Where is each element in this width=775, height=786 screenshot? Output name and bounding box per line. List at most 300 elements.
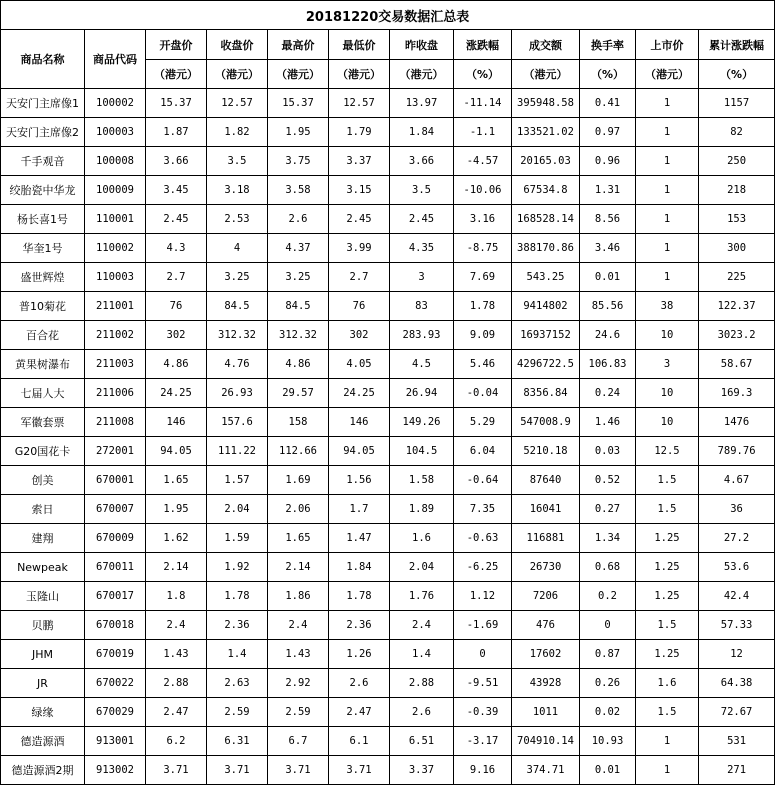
- cell-turnover: 17602: [512, 640, 580, 669]
- cell-code: 100003: [85, 118, 146, 147]
- cell-low: 2.6: [329, 669, 390, 698]
- cell-code: 110003: [85, 263, 146, 292]
- table-row: [1, 321, 775, 350]
- cell-low: 3.99: [329, 234, 390, 263]
- cell-name: Newpeak: [1, 553, 85, 582]
- cell-name: 绞胎瓷中华龙: [1, 176, 85, 205]
- cell-cum-change: 82: [699, 118, 775, 147]
- cell-close: 3.5: [207, 147, 268, 176]
- cell-prev-close: 2.45: [390, 205, 454, 234]
- cell-high: 1.65: [268, 524, 329, 553]
- cell-turnover-rate: 0.97: [580, 118, 636, 147]
- cell-low: 1.79: [329, 118, 390, 147]
- cell-high: 3.71: [268, 756, 329, 785]
- cell-high: 2.92: [268, 669, 329, 698]
- cell-open: 146: [146, 408, 207, 437]
- cell-cum-change: 58.67: [699, 350, 775, 379]
- cell-prev-close: 2.04: [390, 553, 454, 582]
- cell-turnover-rate: 106.83: [580, 350, 636, 379]
- cell-close: 2.53: [207, 205, 268, 234]
- table-title: 20181220交易数据汇总表: [1, 1, 775, 30]
- cell-change-pct: -4.57: [454, 147, 512, 176]
- cell-turnover-rate: 0.01: [580, 756, 636, 785]
- cell-low: 1.26: [329, 640, 390, 669]
- cell-close: 157.6: [207, 408, 268, 437]
- cell-list-price: 1: [636, 176, 699, 205]
- cell-cum-change: 53.6: [699, 553, 775, 582]
- cell-close: 1.82: [207, 118, 268, 147]
- cell-change-pct: -0.04: [454, 379, 512, 408]
- cell-name: 绿缘: [1, 698, 85, 727]
- cell-change-pct: 9.16: [454, 756, 512, 785]
- cell-code: 670011: [85, 553, 146, 582]
- header-change-pct: 涨跌幅: [454, 30, 512, 60]
- cell-high: 3.58: [268, 176, 329, 205]
- cell-cum-change: 1157: [699, 89, 775, 118]
- cell-open: 94.05: [146, 437, 207, 466]
- cell-change-pct: -0.64: [454, 466, 512, 495]
- cell-prev-close: 2.6: [390, 698, 454, 727]
- cell-turnover: 26730: [512, 553, 580, 582]
- cell-close: 6.31: [207, 727, 268, 756]
- cell-list-price: 1: [636, 89, 699, 118]
- cell-list-price: 1.25: [636, 553, 699, 582]
- cell-cum-change: 42.4: [699, 582, 775, 611]
- cell-cum-change: 271: [699, 756, 775, 785]
- cell-turnover: 168528.14: [512, 205, 580, 234]
- table-row: [1, 234, 775, 263]
- cell-turnover-rate: 0.41: [580, 89, 636, 118]
- unit-low: （港元）: [329, 60, 390, 89]
- table-row: [1, 263, 775, 292]
- cell-open: 4.3: [146, 234, 207, 263]
- cell-open: 24.25: [146, 379, 207, 408]
- cell-low: 1.84: [329, 553, 390, 582]
- cell-turnover: 133521.02: [512, 118, 580, 147]
- header-close: 收盘价: [207, 30, 268, 60]
- cell-name: 杨长喜1号: [1, 205, 85, 234]
- cell-prev-close: 3.37: [390, 756, 454, 785]
- cell-prev-close: 1.84: [390, 118, 454, 147]
- table-row: [1, 350, 775, 379]
- cell-close: 1.4: [207, 640, 268, 669]
- cell-cum-change: 12: [699, 640, 775, 669]
- table-row: [1, 437, 775, 466]
- cell-turnover: 395948.58: [512, 89, 580, 118]
- cell-close: 26.93: [207, 379, 268, 408]
- cell-high: 29.57: [268, 379, 329, 408]
- cell-code: 670009: [85, 524, 146, 553]
- table-row: [1, 611, 775, 640]
- cell-list-price: 1: [636, 234, 699, 263]
- cell-low: 94.05: [329, 437, 390, 466]
- cell-change-pct: -0.63: [454, 524, 512, 553]
- cell-turnover: 388170.86: [512, 234, 580, 263]
- unit-prev-close: （港元）: [390, 60, 454, 89]
- cell-list-price: 3: [636, 350, 699, 379]
- cell-high: 3.25: [268, 263, 329, 292]
- cell-close: 2.59: [207, 698, 268, 727]
- cell-low: 2.47: [329, 698, 390, 727]
- cell-turnover: 16937152: [512, 321, 580, 350]
- cell-turnover-rate: 24.6: [580, 321, 636, 350]
- cell-open: 2.88: [146, 669, 207, 698]
- cell-cum-change: 1476: [699, 408, 775, 437]
- cell-close: 3.25: [207, 263, 268, 292]
- table-row: [1, 495, 775, 524]
- cell-change-pct: 1.78: [454, 292, 512, 321]
- cell-list-price: 1.5: [636, 495, 699, 524]
- cell-turnover: 704910.14: [512, 727, 580, 756]
- cell-prev-close: 149.26: [390, 408, 454, 437]
- cell-change-pct: 6.04: [454, 437, 512, 466]
- cell-low: 12.57: [329, 89, 390, 118]
- cell-high: 4.86: [268, 350, 329, 379]
- cell-open: 3.45: [146, 176, 207, 205]
- cell-high: 2.6: [268, 205, 329, 234]
- cell-low: 2.45: [329, 205, 390, 234]
- cell-name: 百合花: [1, 321, 85, 350]
- table-row: [1, 147, 775, 176]
- cell-list-price: 10: [636, 408, 699, 437]
- cell-name: 德造源酒2期: [1, 756, 85, 785]
- cell-close: 1.78: [207, 582, 268, 611]
- cell-turnover: 16041: [512, 495, 580, 524]
- cell-change-pct: 3.16: [454, 205, 512, 234]
- cell-turnover-rate: 0: [580, 611, 636, 640]
- cell-prev-close: 3.5: [390, 176, 454, 205]
- cell-low: 3.71: [329, 756, 390, 785]
- cell-code: 211001: [85, 292, 146, 321]
- cell-open: 2.14: [146, 553, 207, 582]
- cell-turnover: 67534.8: [512, 176, 580, 205]
- cell-turnover: 7206: [512, 582, 580, 611]
- cell-name: 创美: [1, 466, 85, 495]
- cell-code: 913001: [85, 727, 146, 756]
- cell-turnover-rate: 10.93: [580, 727, 636, 756]
- cell-low: 146: [329, 408, 390, 437]
- unit-open: （港元）: [146, 60, 207, 89]
- cell-close: 1.57: [207, 466, 268, 495]
- cell-turnover: 476: [512, 611, 580, 640]
- table-row: [1, 669, 775, 698]
- cell-open: 2.4: [146, 611, 207, 640]
- cell-close: 4: [207, 234, 268, 263]
- cell-close: 4.76: [207, 350, 268, 379]
- cell-high: 158: [268, 408, 329, 437]
- table-row: [1, 408, 775, 437]
- cell-list-price: 1: [636, 727, 699, 756]
- table-row: [1, 379, 775, 408]
- cell-cum-change: 27.2: [699, 524, 775, 553]
- cell-turnover: 20165.03: [512, 147, 580, 176]
- cell-list-price: 1: [636, 147, 699, 176]
- cell-name: 天安门主席像1: [1, 89, 85, 118]
- cell-change-pct: -1.1: [454, 118, 512, 147]
- cell-turnover-rate: 0.68: [580, 553, 636, 582]
- cell-prev-close: 13.97: [390, 89, 454, 118]
- cell-turnover: 374.71: [512, 756, 580, 785]
- cell-code: 211008: [85, 408, 146, 437]
- cell-low: 3.15: [329, 176, 390, 205]
- cell-high: 2.06: [268, 495, 329, 524]
- cell-low: 1.78: [329, 582, 390, 611]
- cell-turnover: 543.25: [512, 263, 580, 292]
- unit-list-price: （港元）: [636, 60, 699, 89]
- cell-code: 272001: [85, 437, 146, 466]
- cell-code: 211002: [85, 321, 146, 350]
- cell-prev-close: 26.94: [390, 379, 454, 408]
- cell-code: 100002: [85, 89, 146, 118]
- cell-list-price: 38: [636, 292, 699, 321]
- cell-low: 4.05: [329, 350, 390, 379]
- cell-name: 天安门主席像2: [1, 118, 85, 147]
- cell-open: 1.62: [146, 524, 207, 553]
- cell-prev-close: 3: [390, 263, 454, 292]
- table-row: [1, 582, 775, 611]
- cell-turnover-rate: 1.34: [580, 524, 636, 553]
- cell-high: 4.37: [268, 234, 329, 263]
- cell-change-pct: -8.75: [454, 234, 512, 263]
- cell-name: JHM: [1, 640, 85, 669]
- cell-low: 6.1: [329, 727, 390, 756]
- cell-change-pct: -11.14: [454, 89, 512, 118]
- cell-cum-change: 531: [699, 727, 775, 756]
- cell-open: 15.37: [146, 89, 207, 118]
- cell-code: 670001: [85, 466, 146, 495]
- cell-close: 312.32: [207, 321, 268, 350]
- cell-name: 普10菊花: [1, 292, 85, 321]
- cell-prev-close: 283.93: [390, 321, 454, 350]
- cell-list-price: 1.6: [636, 669, 699, 698]
- cell-code: 670007: [85, 495, 146, 524]
- cell-change-pct: 1.12: [454, 582, 512, 611]
- cell-turnover: 547008.9: [512, 408, 580, 437]
- cell-list-price: 1.25: [636, 582, 699, 611]
- table-row: [1, 727, 775, 756]
- cell-cum-change: 300: [699, 234, 775, 263]
- cell-change-pct: 0: [454, 640, 512, 669]
- cell-name: 盛世辉煌: [1, 263, 85, 292]
- header-high: 最高价: [268, 30, 329, 60]
- header-prev-close: 昨收盘: [390, 30, 454, 60]
- cell-name: 华奎1号: [1, 234, 85, 263]
- table-row: [1, 756, 775, 785]
- cell-high: 2.59: [268, 698, 329, 727]
- cell-cum-change: 64.38: [699, 669, 775, 698]
- header-list-price: 上市价: [636, 30, 699, 60]
- cell-prev-close: 1.89: [390, 495, 454, 524]
- cell-turnover: 1011: [512, 698, 580, 727]
- cell-cum-change: 4.67: [699, 466, 775, 495]
- cell-name: G20国花卡: [1, 437, 85, 466]
- cell-turnover-rate: 0.26: [580, 669, 636, 698]
- cell-prev-close: 1.4: [390, 640, 454, 669]
- cell-change-pct: 7.69: [454, 263, 512, 292]
- cell-high: 2.4: [268, 611, 329, 640]
- unit-high: （港元）: [268, 60, 329, 89]
- cell-turnover: 4296722.5: [512, 350, 580, 379]
- cell-change-pct: 5.46: [454, 350, 512, 379]
- cell-open: 76: [146, 292, 207, 321]
- cell-turnover-rate: 0.01: [580, 263, 636, 292]
- cell-close: 2.36: [207, 611, 268, 640]
- cell-close: 84.5: [207, 292, 268, 321]
- cell-cum-change: 36: [699, 495, 775, 524]
- cell-cum-change: 153: [699, 205, 775, 234]
- cell-change-pct: 5.29: [454, 408, 512, 437]
- cell-change-pct: 9.09: [454, 321, 512, 350]
- cell-high: 112.66: [268, 437, 329, 466]
- cell-low: 1.56: [329, 466, 390, 495]
- cell-turnover-rate: 0.2: [580, 582, 636, 611]
- cell-prev-close: 83: [390, 292, 454, 321]
- cell-low: 302: [329, 321, 390, 350]
- cell-list-price: 10: [636, 379, 699, 408]
- cell-high: 1.86: [268, 582, 329, 611]
- cell-high: 312.32: [268, 321, 329, 350]
- unit-change-pct: （%）: [454, 60, 512, 89]
- unit-turnover-rate: （%）: [580, 60, 636, 89]
- cell-low: 1.7: [329, 495, 390, 524]
- cell-open: 1.65: [146, 466, 207, 495]
- cell-code: 670019: [85, 640, 146, 669]
- cell-close: 3.71: [207, 756, 268, 785]
- cell-name: JR: [1, 669, 85, 698]
- cell-code: 913002: [85, 756, 146, 785]
- cell-list-price: 10: [636, 321, 699, 350]
- cell-turnover: 9414802: [512, 292, 580, 321]
- table-row: [1, 292, 775, 321]
- cell-cum-change: 3023.2: [699, 321, 775, 350]
- header-turnover-rate: 换手率: [580, 30, 636, 60]
- cell-turnover: 116881: [512, 524, 580, 553]
- header-name: 商品名称: [1, 30, 85, 89]
- cell-prev-close: 1.6: [390, 524, 454, 553]
- cell-code: 100008: [85, 147, 146, 176]
- cell-change-pct: 7.35: [454, 495, 512, 524]
- cell-high: 1.43: [268, 640, 329, 669]
- header-low: 最低价: [329, 30, 390, 60]
- cell-open: 2.47: [146, 698, 207, 727]
- table-row: [1, 205, 775, 234]
- cell-code: 211003: [85, 350, 146, 379]
- cell-code: 670022: [85, 669, 146, 698]
- cell-open: 3.71: [146, 756, 207, 785]
- cell-prev-close: 3.66: [390, 147, 454, 176]
- cell-prev-close: 2.88: [390, 669, 454, 698]
- cell-close: 2.04: [207, 495, 268, 524]
- cell-turnover-rate: 0.96: [580, 147, 636, 176]
- cell-name: 七届人大: [1, 379, 85, 408]
- cell-prev-close: 1.76: [390, 582, 454, 611]
- cell-open: 6.2: [146, 727, 207, 756]
- cell-low: 2.7: [329, 263, 390, 292]
- cell-code: 670018: [85, 611, 146, 640]
- cell-cum-change: 250: [699, 147, 775, 176]
- header-code: 商品代码: [85, 30, 146, 89]
- cell-close: 1.59: [207, 524, 268, 553]
- cell-cum-change: 57.33: [699, 611, 775, 640]
- table-row: [1, 640, 775, 669]
- cell-change-pct: -9.51: [454, 669, 512, 698]
- cell-change-pct: -0.39: [454, 698, 512, 727]
- cell-high: 1.95: [268, 118, 329, 147]
- header-cum-change: 累计涨跌幅: [699, 30, 775, 60]
- unit-close: （港元）: [207, 60, 268, 89]
- cell-change-pct: -3.17: [454, 727, 512, 756]
- cell-change-pct: -1.69: [454, 611, 512, 640]
- unit-cum-change: （%）: [699, 60, 775, 89]
- cell-low: 24.25: [329, 379, 390, 408]
- cell-change-pct: -10.06: [454, 176, 512, 205]
- cell-turnover-rate: 85.56: [580, 292, 636, 321]
- cell-change-pct: -6.25: [454, 553, 512, 582]
- cell-high: 84.5: [268, 292, 329, 321]
- header-open: 开盘价: [146, 30, 207, 60]
- cell-turnover-rate: 0.52: [580, 466, 636, 495]
- cell-name: 德造源酒: [1, 727, 85, 756]
- cell-close: 2.63: [207, 669, 268, 698]
- cell-name: 索日: [1, 495, 85, 524]
- cell-prev-close: 1.58: [390, 466, 454, 495]
- cell-list-price: 1: [636, 118, 699, 147]
- cell-list-price: 12.5: [636, 437, 699, 466]
- cell-close: 3.18: [207, 176, 268, 205]
- cell-high: 3.75: [268, 147, 329, 176]
- table-row: [1, 466, 775, 495]
- cell-high: 6.7: [268, 727, 329, 756]
- cell-prev-close: 104.5: [390, 437, 454, 466]
- cell-prev-close: 4.5: [390, 350, 454, 379]
- cell-turnover-rate: 3.46: [580, 234, 636, 263]
- cell-turnover-rate: 0.02: [580, 698, 636, 727]
- cell-name: 建翔: [1, 524, 85, 553]
- cell-cum-change: 72.67: [699, 698, 775, 727]
- cell-prev-close: 2.4: [390, 611, 454, 640]
- cell-open: 1.87: [146, 118, 207, 147]
- cell-close: 111.22: [207, 437, 268, 466]
- cell-close: 1.92: [207, 553, 268, 582]
- cell-cum-change: 122.37: [699, 292, 775, 321]
- cell-code: 211006: [85, 379, 146, 408]
- cell-list-price: 1.5: [636, 466, 699, 495]
- cell-close: 12.57: [207, 89, 268, 118]
- cell-cum-change: 169.3: [699, 379, 775, 408]
- cell-list-price: 1.5: [636, 611, 699, 640]
- cell-code: 670017: [85, 582, 146, 611]
- cell-turnover-rate: 8.56: [580, 205, 636, 234]
- cell-turnover-rate: 0.24: [580, 379, 636, 408]
- table-row: [1, 89, 775, 118]
- cell-code: 110002: [85, 234, 146, 263]
- cell-low: 2.36: [329, 611, 390, 640]
- cell-prev-close: 6.51: [390, 727, 454, 756]
- cell-open: 2.7: [146, 263, 207, 292]
- cell-name: 黄果树瀑布: [1, 350, 85, 379]
- cell-turnover-rate: 0.27: [580, 495, 636, 524]
- cell-list-price: 1: [636, 263, 699, 292]
- cell-cum-change: 218: [699, 176, 775, 205]
- cell-name: 军徽套票: [1, 408, 85, 437]
- cell-open: 302: [146, 321, 207, 350]
- cell-open: 4.86: [146, 350, 207, 379]
- cell-cum-change: 789.76: [699, 437, 775, 466]
- cell-list-price: 1.25: [636, 524, 699, 553]
- cell-code: 670029: [85, 698, 146, 727]
- cell-open: 2.45: [146, 205, 207, 234]
- cell-list-price: 1: [636, 756, 699, 785]
